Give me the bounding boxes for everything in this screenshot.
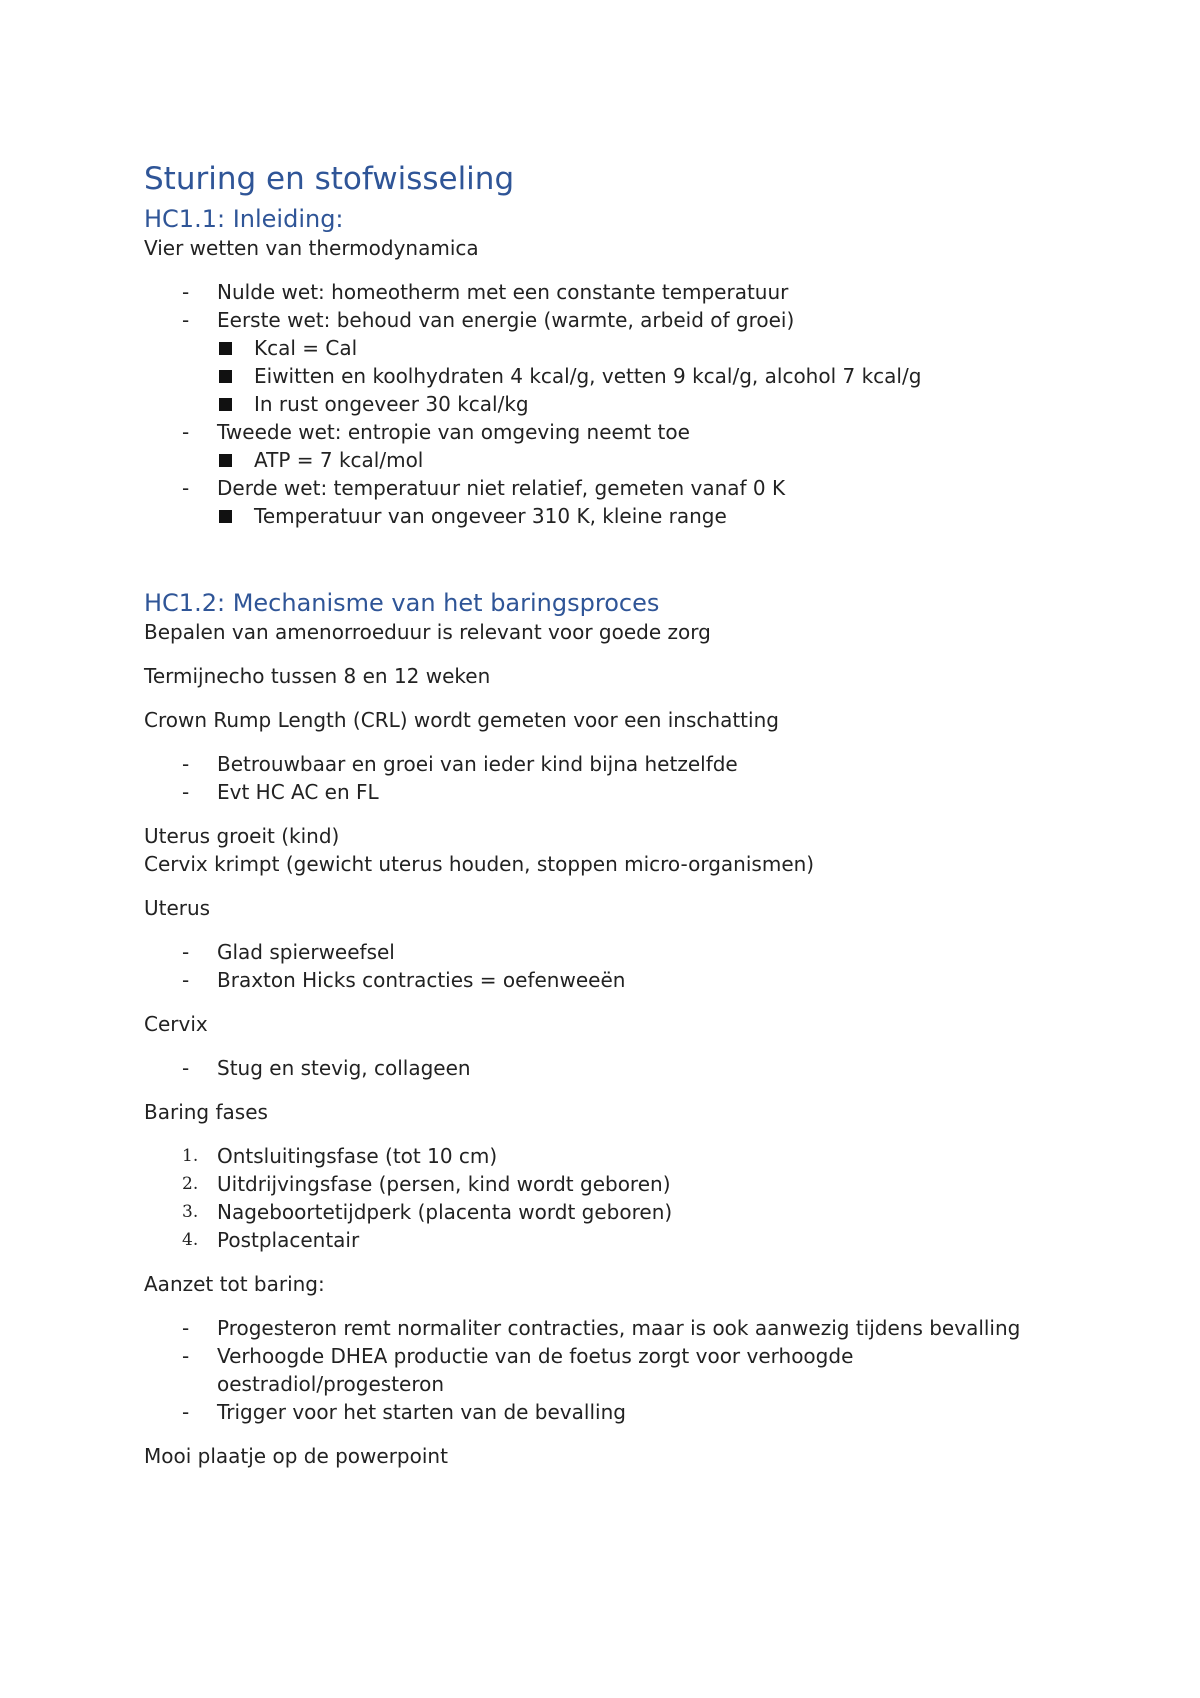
paragraph: Uterus xyxy=(144,896,211,920)
list-item xyxy=(144,1314,1044,1342)
sub-list-item xyxy=(217,334,1044,362)
dash-bullet: - xyxy=(182,968,190,992)
section-heading-hc1-2: HC1.2: Mechanisme van het baringsproces xyxy=(144,589,660,617)
square-bullet-icon xyxy=(219,370,232,383)
crl-list xyxy=(144,750,1044,806)
document-title: Sturing en stofwisseling xyxy=(144,161,515,197)
list-item xyxy=(144,1054,1044,1082)
dash-bullet: - xyxy=(182,752,190,776)
list-item xyxy=(144,418,1044,474)
list-item-text: Eerste wet: behoud van energie (warmte, arbeid of groei) xyxy=(217,308,795,332)
dash-bullet: - xyxy=(182,308,190,332)
paragraph: Cervix krimpt (gewicht uterus houden, stoppen micro-organismen) xyxy=(144,852,815,876)
list-item-text: Derde wet: temperatuur niet relatief, gemeten vanaf 0 K xyxy=(217,476,786,500)
numbered-item xyxy=(144,1142,1044,1170)
dash-bullet: - xyxy=(182,1400,190,1424)
paragraph: Mooi plaatje op de powerpoint xyxy=(144,1444,448,1468)
square-bullet-icon xyxy=(219,398,232,411)
paragraph: Bepalen van amenorroeduur is relevant voor goede zorg xyxy=(144,620,711,644)
list-item xyxy=(144,750,1044,778)
list-item xyxy=(144,1398,1044,1426)
item-number: 1. xyxy=(182,1146,199,1166)
baring-fases-list xyxy=(144,1142,1044,1254)
list-item-text: Glad spierweefsel xyxy=(217,940,395,964)
list-item-text: Betrouwbaar en groei van ieder kind bijna hetzelfde xyxy=(217,752,738,776)
sub-list-item-text: In rust ongeveer 30 kcal/kg xyxy=(254,392,529,416)
sub-list-item xyxy=(217,502,1044,530)
list-item xyxy=(144,278,1044,306)
numbered-item xyxy=(144,1198,1044,1226)
dash-bullet: - xyxy=(182,1344,190,1368)
list-item-text: Tweede wet: entropie van omgeving neemt toe xyxy=(217,420,690,444)
list-item-text: Trigger voor het starten van de bevalling xyxy=(217,1400,626,1424)
list-item xyxy=(144,966,1044,994)
dash-bullet: - xyxy=(182,780,190,804)
numbered-item xyxy=(144,1170,1044,1198)
list-item-text: Verhoogde DHEA productie van de foetus zorgt voor verhoogde oestradiol/progesteron xyxy=(217,1344,854,1396)
list-item-text: Evt HC AC en FL xyxy=(217,780,379,804)
list-item-text: Nulde wet: homeotherm met een constante temperatuur xyxy=(217,280,789,304)
sub-list-item xyxy=(217,390,1044,418)
sub-list-item-text: Temperatuur van ongeveer 310 K, kleine range xyxy=(254,504,727,528)
item-number: 2. xyxy=(182,1174,199,1194)
list-item xyxy=(144,474,1044,530)
paragraph: Uterus groeit (kind) xyxy=(144,824,340,848)
numbered-item-text: Uitdrijvingsfase (persen, kind wordt geboren) xyxy=(217,1172,671,1196)
sub-list xyxy=(217,334,1044,418)
list-item xyxy=(144,1342,1044,1398)
numbered-item-text: Postplacentair xyxy=(217,1228,360,1252)
square-bullet-icon xyxy=(219,454,232,467)
sub-list-item-text: ATP = 7 kcal/mol xyxy=(254,448,424,472)
dash-bullet: - xyxy=(182,1316,190,1340)
sub-list xyxy=(217,502,1044,530)
dash-bullet: - xyxy=(182,1056,190,1080)
list-item-text: Stug en stevig, collageen xyxy=(217,1056,471,1080)
item-number: 3. xyxy=(182,1202,199,1222)
paragraph: Termijnecho tussen 8 en 12 weken xyxy=(144,664,491,688)
dash-bullet: - xyxy=(182,280,190,304)
thermodynamics-list xyxy=(144,278,1044,530)
numbered-item-text: Nageboortetijdperk (placenta wordt geboren) xyxy=(217,1200,673,1224)
list-item xyxy=(144,938,1044,966)
uterus-list xyxy=(144,938,1044,994)
sub-list xyxy=(217,446,1044,474)
paragraph: Crown Rump Length (CRL) wordt gemeten voor een inschatting xyxy=(144,708,779,732)
dash-bullet: - xyxy=(182,940,190,964)
paragraph: Vier wetten van thermodynamica xyxy=(144,236,479,260)
list-item-text: Progesteron remt normaliter contracties, maar is ook aanwezig tijdens bevalling xyxy=(217,1316,1021,1340)
list-item-text: Braxton Hicks contracties = oefenweeën xyxy=(217,968,626,992)
paragraph: Baring fases xyxy=(144,1100,268,1124)
dash-bullet: - xyxy=(182,476,190,500)
numbered-item xyxy=(144,1226,1044,1254)
list-item xyxy=(144,778,1044,806)
item-number: 4. xyxy=(182,1230,199,1250)
dash-bullet: - xyxy=(182,420,190,444)
paragraph: Aanzet tot baring: xyxy=(144,1272,325,1296)
document-page xyxy=(144,160,1044,1470)
paragraph: Cervix xyxy=(144,1012,208,1036)
aanzet-list xyxy=(144,1314,1044,1426)
sub-list-item-text: Kcal = Cal xyxy=(254,336,358,360)
sub-list-item-text: Eiwitten en koolhydraten 4 kcal/g, vetten 9 kcal/g, alcohol 7 kcal/g xyxy=(254,364,922,388)
numbered-item-text: Ontsluitingsfase (tot 10 cm) xyxy=(217,1144,498,1168)
cervix-list xyxy=(144,1054,1044,1082)
section-heading-hc1-1: HC1.1: Inleiding: xyxy=(144,205,344,233)
square-bullet-icon xyxy=(219,510,232,523)
list-item xyxy=(144,306,1044,418)
sub-list-item xyxy=(217,446,1044,474)
square-bullet-icon xyxy=(219,342,232,355)
sub-list-item xyxy=(217,362,1044,390)
